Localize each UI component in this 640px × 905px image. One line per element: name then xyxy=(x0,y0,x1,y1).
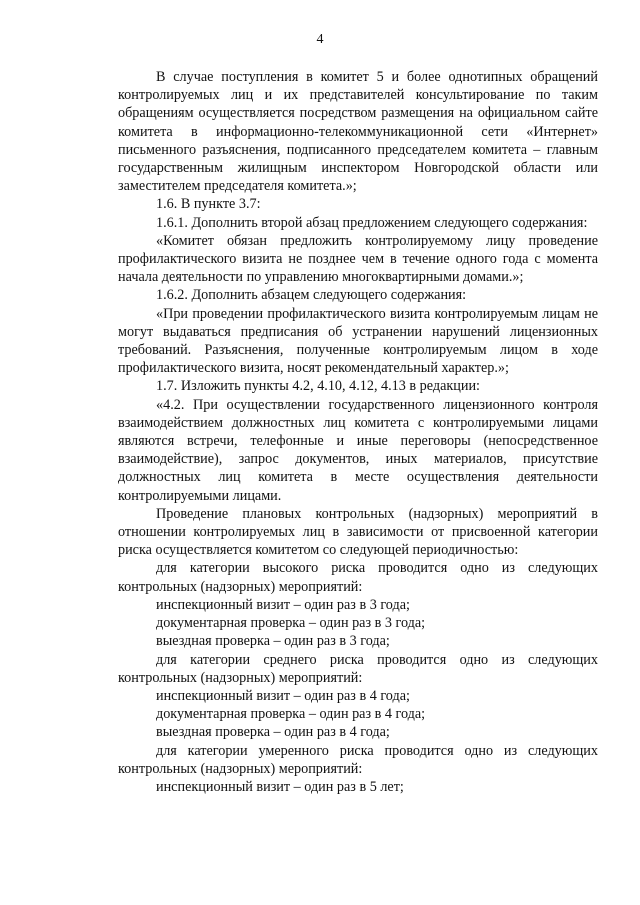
document-body xyxy=(118,68,598,796)
paragraph: 1.6. В пункте 3.7: xyxy=(156,196,261,213)
paragraph: инспекционный визит – один раз в 5 лет; xyxy=(156,778,404,795)
paragraph: «4.2. При осуществлении государственного лицензионного контроля взаимодействием должностных лиц комитета с контролируемыми лицами являются встречи, телефонные и иные переговоры (непосредственное взаимодействие), запрос документов, иных материалов, присутствие должностных лиц комитета в месте осуществления деятельности контролируемыми лицами. xyxy=(118,396,598,504)
paragraph: документарная проверка – один раз в 4 года; xyxy=(156,706,426,723)
paragraph: выездная проверка – один раз в 3 года; xyxy=(156,633,390,650)
paragraph: выездная проверка – один раз в 4 года; xyxy=(156,724,390,741)
paragraph: документарная проверка – один раз в 3 года; xyxy=(156,615,426,632)
paragraph: инспекционный визит – один раз в 4 года; xyxy=(156,687,410,704)
paragraph: для категории среднего риска проводится одно из следующих контрольных (надзорных) мероприятий: xyxy=(118,651,598,686)
paragraph: «Комитет обязан предложить контролируемому лицу проведение профилактического визита не позднее чем в течение одного года с момента начала деятельности по управлению многоквартирными домами.»; xyxy=(118,232,598,286)
paragraph: для категории умеренного риска проводится одно из следующих контрольных (надзорных) мероприятий: xyxy=(118,742,598,777)
paragraph: 1.6.1. Дополнить второй абзац предложением следующего содержания: xyxy=(156,214,588,231)
paragraph: для категории высокого риска проводится одно из следующих контрольных (надзорных) мероприятий: xyxy=(118,560,598,595)
paragraph: 1.6.2. Дополнить абзацем следующего содержания: xyxy=(156,287,467,304)
paragraph: Проведение плановых контрольных (надзорных) мероприятий в отношении контролируемых лиц в зависимости от присвоенной категории риска осуществляется комитетом со следующей периодичностью: xyxy=(118,505,598,559)
paragraph: В случае поступления в комитет 5 и более однотипных обращений контролируемых лиц и их представителей консультирование по таким обращениям осуществляется посредством размещения на официальном сайте комитета в информационно-телекоммуникационной сети «Интернет» письменного разъяснения, подписанного председателем комитета – главным государственным жилищным инспектором Новгородской области или заместителем председателя комитета.»; xyxy=(118,69,598,195)
paragraph: инспекционный визит – один раз в 3 года; xyxy=(156,596,410,613)
page-number: 4 xyxy=(316,32,324,47)
paragraph: 1.7. Изложить пункты 4.2, 4.10, 4.12, 4.13 в редакции: xyxy=(156,378,480,395)
paragraph: «При проведении профилактического визита контролируемым лицам не могут выдаваться предписания об устранении нарушений лицензионных требований. Разъяснения, полученные контролируемым лицом в ходе профилактического визита, носят рекомендательный характер.»; xyxy=(118,305,598,377)
